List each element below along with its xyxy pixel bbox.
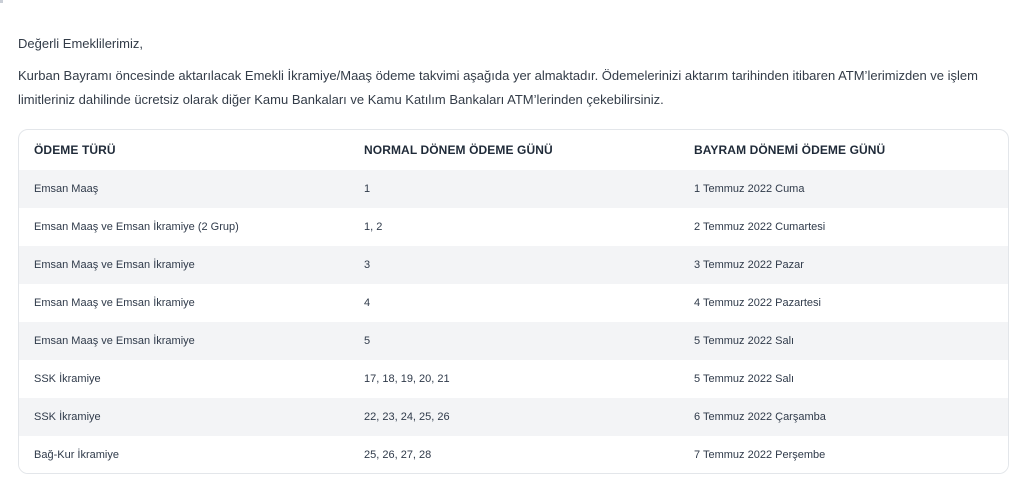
cell-normal-donem: 25, 26, 27, 28 <box>349 436 679 474</box>
cell-odeme-turu: Emsan Maaş ve Emsan İkramiye <box>19 284 349 322</box>
cell-odeme-turu: Emsan Maaş ve Emsan İkramiye (2 Grup) <box>19 208 349 246</box>
payment-schedule-table <box>19 130 1008 474</box>
cell-normal-donem: 17, 18, 19, 20, 21 <box>349 360 679 398</box>
table-row <box>19 322 1008 360</box>
payment-schedule-table-card <box>18 129 1009 474</box>
cell-normal-donem: 4 <box>349 284 679 322</box>
table-row <box>19 246 1008 284</box>
cell-normal-donem: 22, 23, 24, 25, 26 <box>349 398 679 436</box>
cell-odeme-turu: Emsan Maaş ve Emsan İkramiye <box>19 246 349 284</box>
table-row <box>19 436 1008 474</box>
greeting-text: Değerli Emeklilerimiz, <box>18 36 143 51</box>
cell-odeme-turu: Emsan Maaş ve Emsan İkramiye <box>19 322 349 360</box>
header-normal-donem: NORMAL DÖNEM ÖDEME GÜNÜ <box>364 143 553 157</box>
table-row <box>19 208 1008 246</box>
cell-odeme-turu: Bağ-Kur İkramiye <box>19 436 349 474</box>
cell-bayram-donemi: 4 Temmuz 2022 Pazartesi <box>679 284 1008 322</box>
cell-odeme-turu: SSK İkramiye <box>19 360 349 398</box>
cell-normal-donem: 3 <box>349 246 679 284</box>
cell-odeme-turu: Emsan Maaş <box>19 170 349 208</box>
table-header-row <box>19 130 1008 170</box>
cell-bayram-donemi: 5 Temmuz 2022 Salı <box>679 322 1008 360</box>
cell-normal-donem: 5 <box>349 322 679 360</box>
cell-odeme-turu: SSK İkramiye <box>19 398 349 436</box>
intro-paragraph: Kurban Bayramı öncesinde aktarılacak Emekli İkramiye/Maaş ödeme takvimi aşağıda yer almaktadır. Ödemelerinizi aktarım tarihinden itibaren ATM’lerimizden ve işlem limitleriniz dahilinde ücretsiz olarak diğer Kamu Bankaları ve Kamu Katılım Bankaları ATM’lerinden çekebilirsiniz. <box>18 68 978 107</box>
table-row <box>19 398 1008 436</box>
cell-normal-donem: 1, 2 <box>349 208 679 246</box>
corner-mark <box>0 0 3 3</box>
cell-normal-donem: 1 <box>349 170 679 208</box>
header-odeme-turu: ÖDEME TÜRÜ <box>34 143 116 157</box>
cell-bayram-donemi: 7 Temmuz 2022 Perşembe <box>679 436 1008 474</box>
cell-bayram-donemi: 1 Temmuz 2022 Cuma <box>679 170 1008 208</box>
cell-bayram-donemi: 2 Temmuz 2022 Cumartesi <box>679 208 1008 246</box>
header-bayram-donemi: BAYRAM DÖNEMİ ÖDEME GÜNÜ <box>694 143 886 157</box>
cell-bayram-donemi: 6 Temmuz 2022 Çarşamba <box>679 398 1008 436</box>
cell-bayram-donemi: 3 Temmuz 2022 Pazar <box>679 246 1008 284</box>
table-row <box>19 360 1008 398</box>
table-row <box>19 170 1008 208</box>
cell-bayram-donemi: 5 Temmuz 2022 Salı <box>679 360 1008 398</box>
table-row <box>19 284 1008 322</box>
